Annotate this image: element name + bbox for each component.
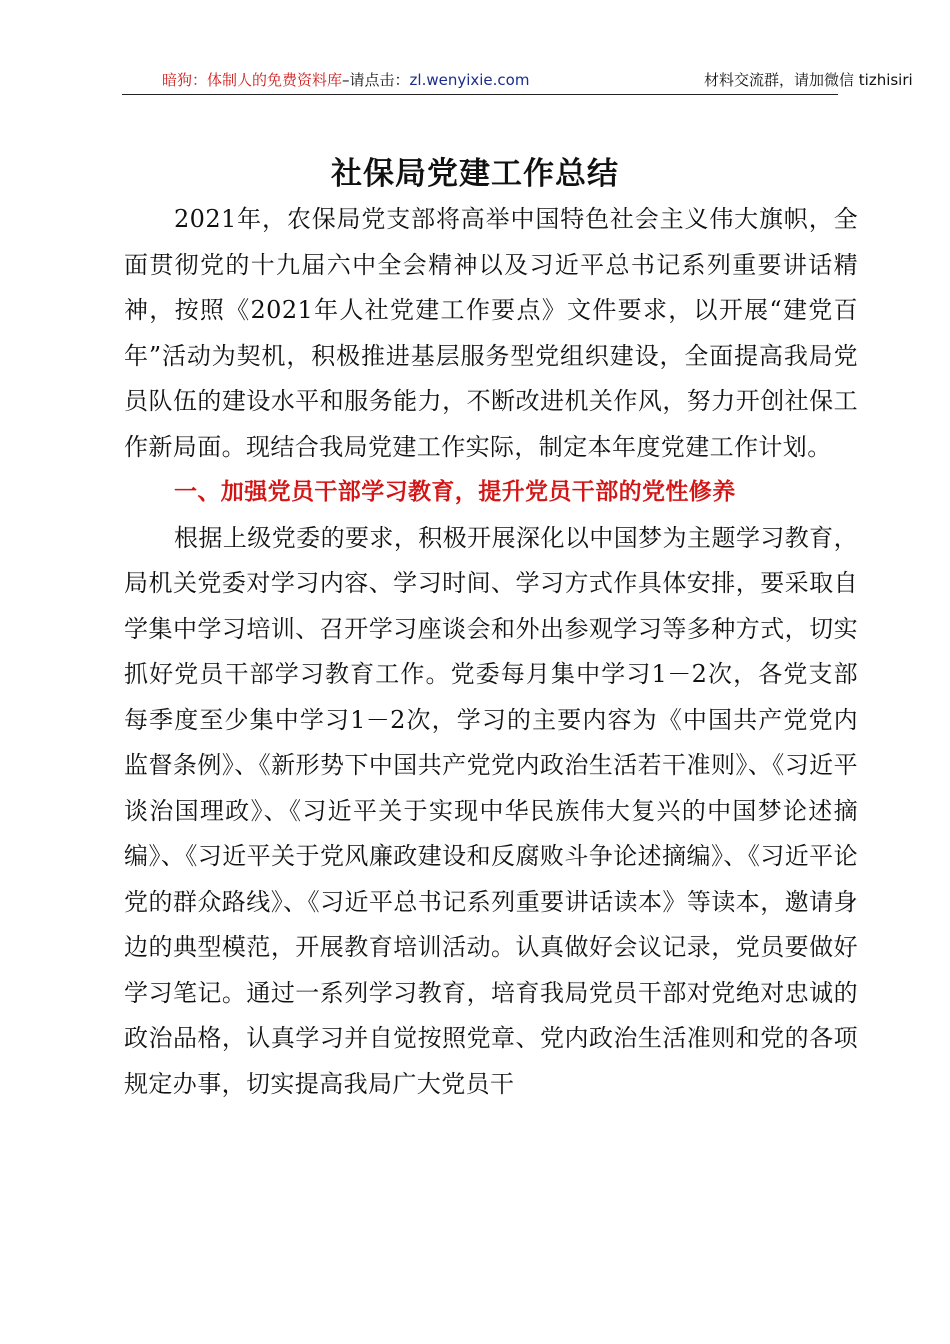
intro-paragraph: 2021年，农保局党支部将高举中国特色社会主义伟大旗帜，全面贯彻党的十九届六中全会精神以及习近平总书记系列重要讲话精神，按照《2021年人社党建工作要点》文件要求，以开展“建党百年”活动为契机，积极推进基层服务型党组织建设，全面提高我局党员队伍的建设水平和服务能力，不断改进机关作风，努力开创社保工作新局面。现结合我局党建工作实际，制定本年度党建工作计划。 [124, 205, 858, 461]
header-click-prefix: –请点击： [342, 71, 410, 89]
header-wechat-note: 材料交流群，请加微信 tizhisiri [704, 71, 913, 89]
header-brand: 暗狗：体制人的免费资料库 [162, 71, 343, 89]
document-title: 社保局党建工作总结 [331, 156, 619, 192]
section-heading: 一、加强党员干部学习教育，提升党员干部的党性修养 [174, 479, 736, 505]
header-brand-line [162, 66, 529, 94]
document-body [124, 197, 858, 1107]
page-header [122, 66, 913, 95]
section-paragraph: 根据上级党委的要求，积极开展深化以中国梦为主题学习教育，局机关党委对学习内容、学习时间、学习方式作具体安排，要采取自学集中学习培训、召开学习座谈会和外出参观学习等多种方式，切实抓好党员干部学习教育工作。党委每月集中学习1－2次，各党支部每季度至少集中学习1－2次，学习的主要内容为《中国共产党党内监督条例》、《新形势下中国共产党党内政治生活若干准则》、《习近平谈治国理政》、《习近平关于实现中华民族伟大复兴的中国梦论述摘编》、《习近平关于党风廉政建设和反腐败斗争论述摘编》、《习近平论党的群众路线》、《习近平总书记系列重要讲话读本》等读本，邀请身边的典型模范，开展教育培训活动。认真做好会议记录，党员要做好学习笔记。通过一系列学习教育，培育我局党员干部对党绝对忠诚的政治品格，认真学习并自觉按照党章、党内政治生活准则和党的各项规定办事，切实提高我局广大党员干 [124, 523, 858, 1098]
header-url-link[interactable]: zl.wenyixie.com [409, 71, 530, 89]
